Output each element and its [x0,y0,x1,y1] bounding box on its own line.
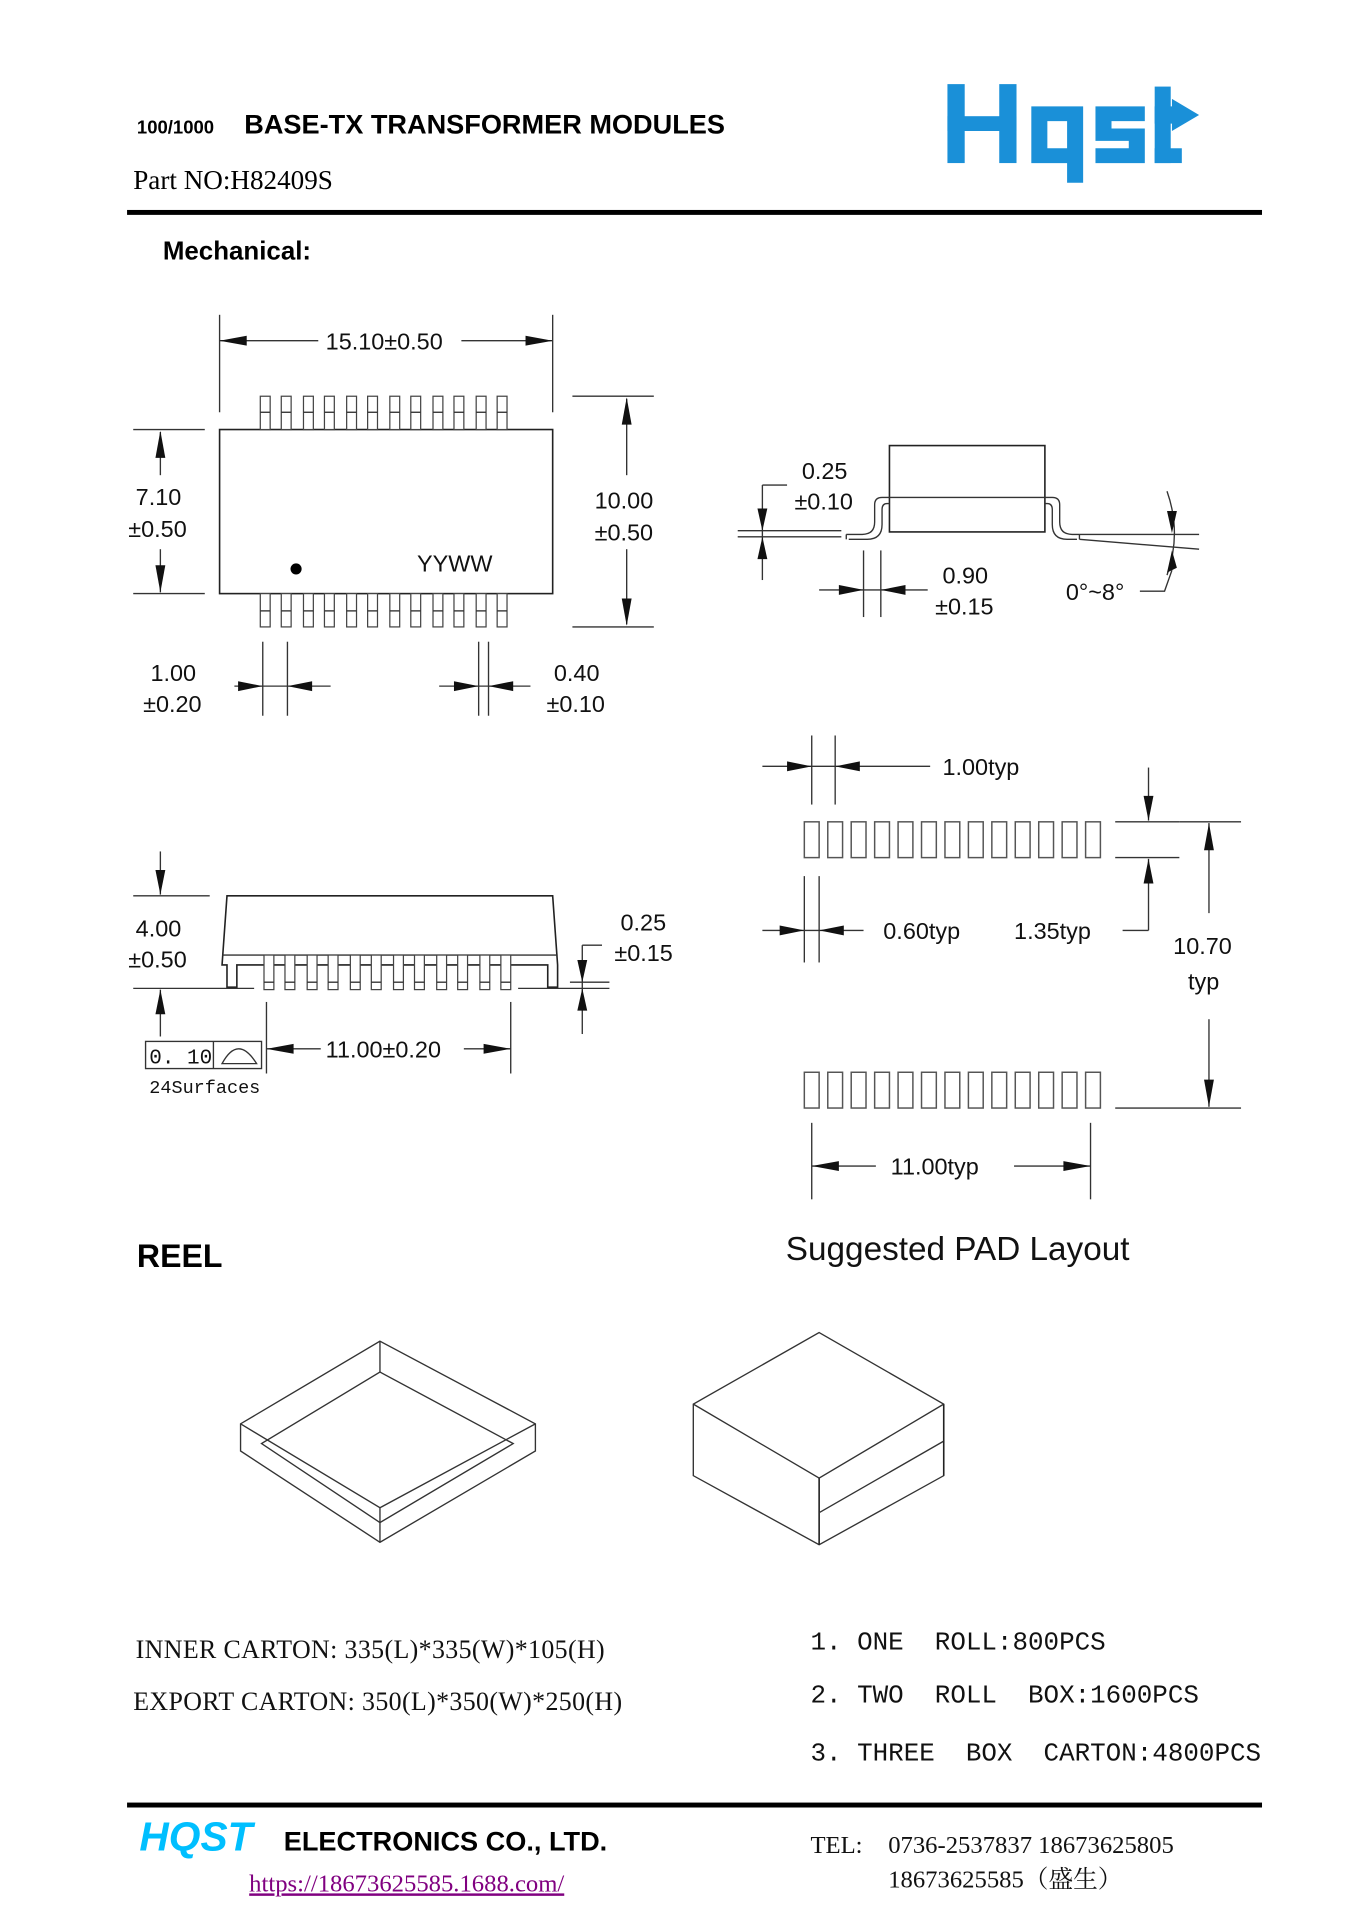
dim-lead-angle: 0°~8° [1065,578,1125,605]
front-view-drawing [128,851,673,1099]
footer-rule [127,1803,1262,1808]
dim-lead-thickness-tol: ±0.10 [794,488,853,515]
pin1-marker [291,563,302,574]
title-prefix: 100/1000 [136,116,215,138]
qty-three-box-carton: 3. THREE BOX CARTON:4800PCS [810,1738,1262,1769]
tel-numbers-line1: 0736-2537837 18673625805 [888,1832,1174,1860]
inner-carton-size: INNER CARTON: 335(L)*335(W)*105(H) [135,1635,606,1665]
dim-pad-pitch: 1.00typ [942,753,1020,780]
dim-body-height-tol: ±0.50 [128,515,187,542]
hqst-logo [947,84,1199,183]
coplanarity-note: 24Surfaces [149,1078,261,1100]
side-profile-drawing [738,446,1199,620]
qty-one-roll: 1. ONE ROLL:800PCS [810,1627,1106,1658]
marking-text: YYWW [416,550,493,577]
coplanarity-value: 0. 10 [149,1047,213,1071]
footer-url-link[interactable]: https://18673625585.1688.com/ [249,1870,565,1898]
dim-body-height: 7.10 [135,483,182,510]
dim-overall-height-tol: ±0.50 [594,519,654,546]
carton-box [693,1333,943,1545]
dim-pin-width-tol: ±0.10 [546,691,605,718]
qty-two-roll-box: 2. TWO ROLL BOX:1600PCS [810,1680,1199,1711]
dim-lead-thickness: 0.25 [801,457,848,484]
dim-length-span: 11.00typ [890,1153,979,1180]
section-pad-layout: Suggested PAD Layout [785,1230,1130,1268]
dim-foot-length: 0.90 [942,562,989,589]
pad-layout-drawing [762,735,1241,1199]
header-rule [127,210,1262,215]
dim-row-span: 10.70 [1173,932,1232,959]
section-reel: REEL [136,1238,223,1275]
dim-height: 4.00 [135,915,182,942]
tel-label: TEL: [810,1832,863,1860]
footer-company: ELECTRONICS CO., LTD. [283,1825,608,1857]
dim-foot-length-tol: ±0.15 [935,593,994,620]
dim-pad-width: 0.60typ [883,918,961,945]
section-mechanical: Mechanical: [162,237,312,266]
top-view-drawing [128,315,654,717]
dim-pitch-tol: ±0.20 [143,691,202,718]
page-title: BASE-TX TRANSFORMER MODULES [244,108,725,140]
dim-overall-width: 15.10±0.50 [325,328,443,355]
export-carton-size: EXPORT CARTON: 350(L)*350(W)*250(H) [133,1687,623,1717]
part-number: Part NO:H82409S [133,164,333,195]
dim-standoff-tol: ±0.15 [614,940,673,967]
dim-standoff: 0.25 [620,909,667,936]
footer-brand: HQST [139,1813,253,1860]
dim-lead-span: 11.00±0.20 [325,1036,442,1063]
dim-row-span-typ: typ [1187,968,1220,995]
reel-box-open [241,1341,536,1542]
dim-pad-length: 1.35typ [1014,918,1091,945]
tel-numbers-line2: 18673625585（盛生） [888,1866,1123,1894]
dim-pitch: 1.00 [150,660,197,687]
dim-height-tol: ±0.50 [128,946,187,973]
dim-overall-height: 10.00 [594,487,654,514]
dim-pin-width: 0.40 [553,660,600,687]
